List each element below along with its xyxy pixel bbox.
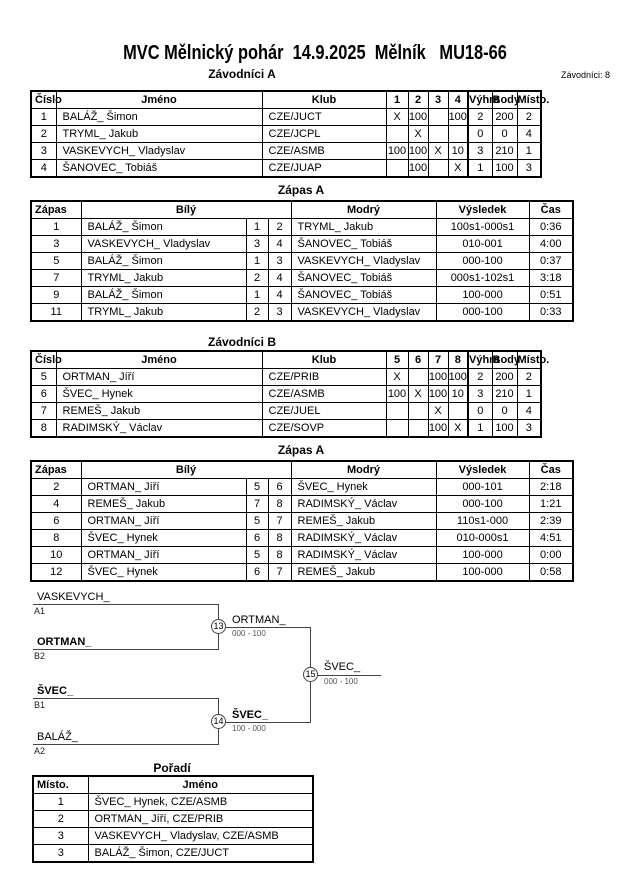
cell-misto: 2 xyxy=(517,109,541,126)
table-row xyxy=(31,143,541,160)
bracket-score: 000 - 100 xyxy=(232,629,266,638)
cell-cas: 0:58 xyxy=(529,564,573,582)
cell-misto: 3 xyxy=(33,845,88,863)
cell-vysledek: 100-000 xyxy=(436,564,529,582)
match-row xyxy=(31,530,573,547)
cell-misto: 3 xyxy=(33,828,88,845)
cell-misto: 3 xyxy=(517,160,541,178)
cell-r2: 100 xyxy=(408,109,428,126)
cell-n2: 2 xyxy=(268,219,291,236)
match-row xyxy=(31,270,573,287)
group-b-table xyxy=(30,350,550,438)
cell-vyhra: 1 xyxy=(468,420,492,438)
cell-bily: ORTMAN_ Jíří xyxy=(81,513,246,530)
cell-modry: ŠANOVEC_ Tobiáš xyxy=(291,270,436,287)
cell-body: 200 xyxy=(492,109,517,126)
match-row xyxy=(31,253,573,270)
col-header-jmeno: Jméno xyxy=(56,351,262,369)
col-header-modry: Modrý xyxy=(291,461,436,479)
cell-body: 200 xyxy=(492,369,517,386)
cell-cislo: 6 xyxy=(31,386,56,403)
cell-r1: 100 xyxy=(386,143,408,160)
col-header-cas: Čas xyxy=(529,201,573,219)
col-header-zapas: Zápas xyxy=(31,201,81,219)
matches-a-table xyxy=(30,200,574,322)
cell-n1: 1 xyxy=(246,287,268,304)
col-header-cas: Čas xyxy=(529,461,573,479)
cell-vysledek: 000-100 xyxy=(436,304,529,322)
cell-cas: 3:18 xyxy=(529,270,573,287)
group-a-header-row xyxy=(31,91,541,109)
col-header-klub: Klub xyxy=(262,91,386,109)
cell-modry: TRYML_ Jakub xyxy=(291,219,436,236)
cell-misto: 1 xyxy=(33,794,88,811)
cell-jmeno: BALÁŽ_ Šimon, CZE/JUCT xyxy=(88,845,313,863)
table-row xyxy=(31,160,541,178)
cell-klub: CZE/JUCT xyxy=(262,109,386,126)
cell-n1: 2 xyxy=(246,304,268,322)
cell-r1: 100 xyxy=(386,386,408,403)
bracket-score: 000 - 100 xyxy=(324,677,358,686)
bracket-seed-label: B1 xyxy=(34,700,46,710)
col-header-bily: Bílý xyxy=(81,461,291,479)
cell-klub: CZE/PRIB xyxy=(262,369,386,386)
cell-misto: 1 xyxy=(517,386,541,403)
group-a-table xyxy=(30,90,550,178)
cell-bily: TRYML_ Jakub xyxy=(81,270,246,287)
cell-zapas: 8 xyxy=(31,530,81,547)
cell-body: 210 xyxy=(492,143,517,160)
cell-cas: 2:18 xyxy=(529,479,573,496)
cell-jmeno: REMEŠ_ Jakub xyxy=(56,403,262,420)
col-header-misto: Místo. xyxy=(517,91,541,109)
col-header-misto: Místo. xyxy=(517,351,541,369)
col-header-4: 4 xyxy=(448,91,468,109)
bracket-line xyxy=(317,675,381,676)
match-row xyxy=(31,513,573,530)
cell-vyhra: 3 xyxy=(468,386,492,403)
table-row xyxy=(31,403,541,420)
cell-vysledek: 010-000s1 xyxy=(436,530,529,547)
match-number-badge: 13 xyxy=(211,619,226,634)
cell-r4: X xyxy=(448,160,468,178)
cell-cas: 2:39 xyxy=(529,513,573,530)
cell-n2: 8 xyxy=(268,530,291,547)
standings-row xyxy=(33,828,313,845)
cell-r2: X xyxy=(408,126,428,143)
col-header-cislo: Číslo xyxy=(31,91,56,109)
cell-r3: X xyxy=(428,403,448,420)
cell-jmeno: VASKEVYCH_ Vladyslav xyxy=(56,143,262,160)
col-header-2: 2 xyxy=(408,91,428,109)
cell-klub: CZE/JUEL xyxy=(262,403,386,420)
cell-bily: REMEŠ_ Jakub xyxy=(81,496,246,513)
matches-b-header-row xyxy=(31,461,573,479)
col-header-5: 5 xyxy=(386,351,408,369)
cell-bily: ŠVEC_ Hynek xyxy=(81,530,246,547)
cell-jmeno: ORTMAN_ Jíří, CZE/PRIB xyxy=(88,811,313,828)
standings-row xyxy=(33,794,313,811)
cell-modry: REMEŠ_ Jakub xyxy=(291,564,436,582)
cell-r1 xyxy=(386,420,408,438)
cell-bily: ŠVEC_ Hynek xyxy=(81,564,246,582)
cell-r2: 100 xyxy=(408,160,428,178)
cell-bily: BALÁŽ_ Šimon xyxy=(81,287,246,304)
cell-n2: 3 xyxy=(268,304,291,322)
cell-n1: 3 xyxy=(246,236,268,253)
col-header-modry: Modrý xyxy=(291,201,436,219)
bracket-line xyxy=(33,698,218,699)
cell-cislo: 1 xyxy=(31,109,56,126)
cell-bily: VASKEVYCH_ Vladyslav xyxy=(81,236,246,253)
cell-zapas: 9 xyxy=(31,287,81,304)
cell-cas: 0:33 xyxy=(529,304,573,322)
col-header-cislo: Číslo xyxy=(31,351,56,369)
section-title-matches-a: Zápas A xyxy=(277,183,325,197)
cell-body: 100 xyxy=(492,160,517,178)
col-header-jmeno: Jméno xyxy=(56,91,262,109)
cell-n2: 8 xyxy=(268,496,291,513)
cell-r1: X xyxy=(386,109,408,126)
cell-cislo: 5 xyxy=(31,369,56,386)
cell-zapas: 1 xyxy=(31,219,81,236)
page-title: MVC Mělnický pohár 14.9.2025 Mělník MU18-66 xyxy=(123,42,507,64)
col-header-6: 6 xyxy=(408,351,428,369)
bracket-score: 100 - 000 xyxy=(232,724,266,733)
cell-jmeno: ŠVEC_ Hynek, CZE/ASMB xyxy=(88,794,313,811)
col-header-7: 7 xyxy=(428,351,448,369)
col-header-vysledek: Výsledek xyxy=(436,201,529,219)
bracket-entry-name: BALÁŽ_ xyxy=(37,731,78,743)
cell-cislo: 2 xyxy=(31,126,56,143)
cell-cas: 0:00 xyxy=(529,547,573,564)
table-row xyxy=(31,369,541,386)
col-header-8: 8 xyxy=(448,351,468,369)
cell-vysledek: 000-100 xyxy=(436,253,529,270)
cell-cislo: 8 xyxy=(31,420,56,438)
cell-r4 xyxy=(448,126,468,143)
cell-jmeno: RADIMSKÝ_ Václav xyxy=(56,420,262,438)
cell-r2: 100 xyxy=(408,143,428,160)
participants-count: Závodníci: 8 xyxy=(560,70,610,80)
cell-jmeno: ŠANOVEC_ Tobiáš xyxy=(56,160,262,178)
cell-cas: 4:51 xyxy=(529,530,573,547)
cell-vysledek: 100-000 xyxy=(436,287,529,304)
cell-misto: 4 xyxy=(517,126,541,143)
cell-n2: 4 xyxy=(268,236,291,253)
cell-vyhra: 3 xyxy=(468,143,492,160)
cell-vyhra: 0 xyxy=(468,126,492,143)
cell-klub: CZE/JCPL xyxy=(262,126,386,143)
cell-r4: X xyxy=(448,420,468,438)
cell-body: 100 xyxy=(492,420,517,438)
cell-cas: 0:36 xyxy=(529,219,573,236)
cell-cislo: 7 xyxy=(31,403,56,420)
bracket-seed-label: B2 xyxy=(34,651,46,661)
cell-jmeno: ORTMAN_ Jíří xyxy=(56,369,262,386)
cell-n1: 5 xyxy=(246,479,268,496)
cell-body: 210 xyxy=(492,386,517,403)
cell-n2: 8 xyxy=(268,547,291,564)
cell-r4: 10 xyxy=(448,386,468,403)
cell-bily: BALÁŽ_ Šimon xyxy=(81,253,246,270)
cell-vysledek: 110s1-000 xyxy=(436,513,529,530)
cell-modry: ŠANOVEC_ Tobiáš xyxy=(291,287,436,304)
cell-r3: 100 xyxy=(428,420,448,438)
cell-modry: RADIMSKÝ_ Václav xyxy=(291,496,436,513)
cell-misto: 3 xyxy=(517,420,541,438)
bracket-line xyxy=(225,722,310,723)
match-number-badge: 14 xyxy=(211,714,226,729)
matches-b-table xyxy=(30,460,574,582)
cell-zapas: 10 xyxy=(31,547,81,564)
match-row xyxy=(31,304,573,322)
col-header-vyhra: Výhra xyxy=(468,91,492,109)
bracket-line xyxy=(33,744,218,745)
cell-n1: 6 xyxy=(246,564,268,582)
table-row xyxy=(31,386,541,403)
cell-modry: VASKEVYCH_ Vladyslav xyxy=(291,253,436,270)
cell-cas: 1:21 xyxy=(529,496,573,513)
bracket-entry-name: ORTMAN_ xyxy=(37,636,92,648)
cell-r3: X xyxy=(428,143,448,160)
cell-klub: CZE/JUAP xyxy=(262,160,386,178)
cell-cas: 0:51 xyxy=(529,287,573,304)
cell-n2: 7 xyxy=(268,513,291,530)
cell-r2 xyxy=(408,369,428,386)
cell-vyhra: 2 xyxy=(468,109,492,126)
cell-jmeno: ŠVEC_ Hynek xyxy=(56,386,262,403)
col-header-3: 3 xyxy=(428,91,448,109)
bracket-winner-name: ORTMAN_ xyxy=(232,614,286,626)
cell-zapas: 6 xyxy=(31,513,81,530)
cell-cas: 0:37 xyxy=(529,253,573,270)
cell-misto: 4 xyxy=(517,403,541,420)
col-header-zapas: Zápas xyxy=(31,461,81,479)
cell-r3 xyxy=(428,109,448,126)
cell-r1 xyxy=(386,160,408,178)
col-header-1: 1 xyxy=(386,91,408,109)
cell-vysledek: 000-101 xyxy=(436,479,529,496)
cell-vysledek: 000s1-102s1 xyxy=(436,270,529,287)
bracket-winner-name: ŠVEC_ xyxy=(232,709,269,721)
cell-modry: ŠVEC_ Hynek xyxy=(291,479,436,496)
cell-n1: 7 xyxy=(246,496,268,513)
cell-zapas: 3 xyxy=(31,236,81,253)
cell-body: 0 xyxy=(492,126,517,143)
cell-n2: 6 xyxy=(268,479,291,496)
cell-cislo: 3 xyxy=(31,143,56,160)
cell-klub: CZE/ASMB xyxy=(262,386,386,403)
match-row xyxy=(31,564,573,582)
cell-zapas: 7 xyxy=(31,270,81,287)
cell-bily: ORTMAN_ Jíří xyxy=(81,479,246,496)
bracket-line xyxy=(33,604,218,605)
cell-r1: X xyxy=(386,369,408,386)
cell-n2: 3 xyxy=(268,253,291,270)
col-header-vysledek: Výsledek xyxy=(436,461,529,479)
table-row xyxy=(31,420,541,438)
cell-modry: ŠANOVEC_ Tobiáš xyxy=(291,236,436,253)
match-row xyxy=(31,287,573,304)
cell-n1: 1 xyxy=(246,253,268,270)
cell-r3 xyxy=(428,126,448,143)
cell-n1: 6 xyxy=(246,530,268,547)
cell-r4 xyxy=(448,403,468,420)
table-row xyxy=(31,126,541,143)
cell-n2: 7 xyxy=(268,564,291,582)
section-title-group-b: Závodníci B xyxy=(207,335,276,349)
section-title-standings: Pořadí xyxy=(153,761,191,775)
cell-modry: VASKEVYCH_ Vladyslav xyxy=(291,304,436,322)
standings-header-row xyxy=(33,776,313,794)
cell-n2: 4 xyxy=(268,287,291,304)
standings-row xyxy=(33,811,313,828)
cell-misto: 2 xyxy=(517,369,541,386)
cell-misto: 1 xyxy=(517,143,541,160)
cell-klub: CZE/SOVP xyxy=(262,420,386,438)
col-header-misto: Místo. xyxy=(33,776,88,794)
col-header-klub: Klub xyxy=(262,351,386,369)
col-header-bily: Bílý xyxy=(81,201,291,219)
table-row xyxy=(31,109,541,126)
cell-r1 xyxy=(386,403,408,420)
match-row xyxy=(31,236,573,253)
cell-zapas: 11 xyxy=(31,304,81,322)
cell-misto: 2 xyxy=(33,811,88,828)
cell-body: 0 xyxy=(492,403,517,420)
cell-zapas: 4 xyxy=(31,496,81,513)
standings-table xyxy=(32,775,314,863)
cell-n1: 5 xyxy=(246,547,268,564)
cell-zapas: 12 xyxy=(31,564,81,582)
cell-n1: 5 xyxy=(246,513,268,530)
bracket-seed-label: A1 xyxy=(34,606,46,616)
cell-jmeno: VASKEVYCH_ Vladyslav, CZE/ASMB xyxy=(88,828,313,845)
cell-vysledek: 000-100 xyxy=(436,496,529,513)
cell-n1: 1 xyxy=(246,219,268,236)
standings-row xyxy=(33,845,313,863)
cell-vyhra: 0 xyxy=(468,403,492,420)
cell-modry: RADIMSKÝ_ Václav xyxy=(291,530,436,547)
cell-jmeno: TRYML_ Jakub xyxy=(56,126,262,143)
cell-cas: 4:00 xyxy=(529,236,573,253)
col-header-vyhra: Výhra xyxy=(468,351,492,369)
cell-vyhra: 1 xyxy=(468,160,492,178)
cell-r2: X xyxy=(408,386,428,403)
col-header-body: Body xyxy=(492,351,517,369)
section-title-matches-b: Zápas A xyxy=(277,443,325,457)
match-row xyxy=(31,496,573,513)
cell-r3 xyxy=(428,160,448,178)
cell-r4: 100 xyxy=(448,109,468,126)
match-row xyxy=(31,547,573,564)
cell-n1: 2 xyxy=(246,270,268,287)
match-number-badge: 15 xyxy=(303,667,318,682)
match-row xyxy=(31,479,573,496)
bracket-line xyxy=(225,627,310,628)
bracket-seed-label: A2 xyxy=(34,746,46,756)
cell-jmeno: BALÁŽ_ Šimon xyxy=(56,109,262,126)
col-header-body: Body xyxy=(492,91,517,109)
cell-zapas: 2 xyxy=(31,479,81,496)
cell-modry: REMEŠ_ Jakub xyxy=(291,513,436,530)
cell-r4: 10 xyxy=(448,143,468,160)
cell-bily: TRYML_ Jakub xyxy=(81,304,246,322)
cell-r2 xyxy=(408,420,428,438)
cell-r3: 100 xyxy=(428,386,448,403)
bracket-winner-name: ŠVEC_ xyxy=(324,661,361,673)
col-header-jmeno: Jméno xyxy=(88,776,313,794)
cell-zapas: 5 xyxy=(31,253,81,270)
cell-bily: ORTMAN_ Jíří xyxy=(81,547,246,564)
cell-vyhra: 2 xyxy=(468,369,492,386)
cell-bily: BALÁŽ_ Šimon xyxy=(81,219,246,236)
cell-vysledek: 100s1-000s1 xyxy=(436,219,529,236)
bracket-entry-name: VASKEVYCH_ xyxy=(37,591,110,603)
cell-klub: CZE/ASMB xyxy=(262,143,386,160)
cell-vysledek: 010-001 xyxy=(436,236,529,253)
cell-vysledek: 100-000 xyxy=(436,547,529,564)
cell-r4: 100 xyxy=(448,369,468,386)
cell-r1 xyxy=(386,126,408,143)
group-b-header-row xyxy=(31,351,541,369)
bracket-line xyxy=(33,649,218,650)
bracket-entry-name: ŠVEC_ xyxy=(37,685,74,697)
matches-a-header-row xyxy=(31,201,573,219)
match-row xyxy=(31,219,573,236)
cell-modry: RADIMSKÝ_ Václav xyxy=(291,547,436,564)
cell-n2: 4 xyxy=(268,270,291,287)
section-title-group-a: Závodníci A xyxy=(208,67,276,81)
cell-r2 xyxy=(408,403,428,420)
cell-cislo: 4 xyxy=(31,160,56,178)
cell-r3: 100 xyxy=(428,369,448,386)
